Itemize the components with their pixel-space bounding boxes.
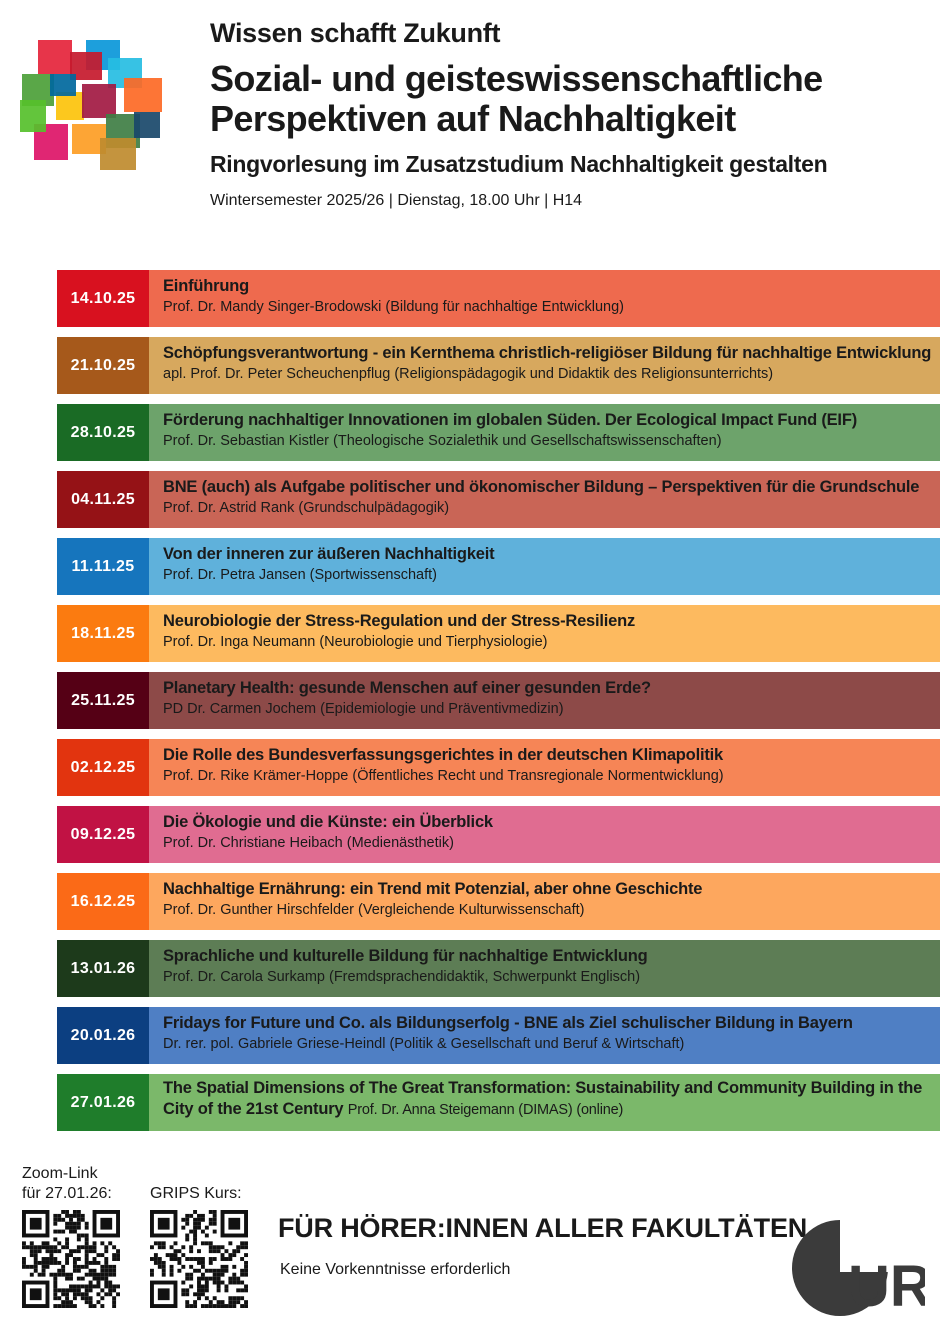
lecture-content — [149, 806, 940, 863]
zoom-qr-code[interactable] — [22, 1210, 120, 1308]
lecture-row — [57, 605, 940, 662]
lecture-content — [149, 605, 940, 662]
lecture-date: 09.12.25 — [57, 806, 149, 863]
lecture-row — [57, 538, 940, 595]
lecture-speaker: Prof. Dr. Christiane Heibach (Medienästhetik) — [163, 835, 454, 851]
lecture-title: Planetary Health: gesunde Menschen auf einer gesunden Erde? — [163, 679, 651, 697]
lecture-content — [149, 337, 940, 394]
lecture-date: 04.11.25 — [57, 471, 149, 528]
lecture-row — [57, 873, 940, 930]
lecture-title: Neurobiologie der Stress-Regulation und der Stress-Resilienz — [163, 612, 636, 630]
lecture-content — [149, 739, 940, 796]
lecture-row — [57, 404, 940, 461]
lecture-date: 11.11.25 — [57, 538, 149, 595]
zoom-link-label — [22, 1164, 112, 1204]
lecture-date: 25.11.25 — [57, 672, 149, 729]
lecture-speaker: Prof. Dr. Gunther Hirschfelder (Vergleichende Kulturwissenschaft) — [163, 902, 585, 918]
lecture-title: Förderung nachhaltiger Innovationen im globalen Süden. Der Ecological Impact Fund (EIF) — [163, 411, 857, 429]
logo-square — [124, 78, 162, 112]
lecture-content — [149, 538, 940, 595]
logo-square — [38, 40, 72, 74]
lecture-row — [57, 672, 940, 729]
lecture-speaker: apl. Prof. Dr. Peter Scheuchenpflug (Religionspädagogik und Didaktik des Religionsunterrichts) — [163, 366, 774, 382]
lecture-row-last — [57, 1074, 940, 1131]
lecture-title: Schöpfungsverantwortung - ein Kernthema christlich-religiöser Bildung für nachhaltige Entwicklung — [163, 344, 932, 362]
lecture-date: 20.01.26 — [57, 1007, 149, 1064]
sdg-mosaic-logo — [20, 40, 170, 170]
lecture-speaker: PD Dr. Carmen Jochem (Epidemiologie und Präventivmedizin) — [163, 701, 564, 717]
header-kicker: Wissen schafft Zukunft — [210, 18, 501, 48]
lecture-speaker: Dr. rer. pol. Gabriele Griese-Heindl (Politik & Gesellschaft und Beruf & Wirtschaft) — [163, 1036, 685, 1052]
lecture-date: 14.10.25 — [57, 270, 149, 327]
lecture-content — [149, 940, 940, 997]
page-title-line1: Sozial- und geisteswissenschaftliche — [210, 58, 823, 99]
logo-square — [82, 84, 116, 118]
lecture-title: BNE (auch) als Aufgabe politischer und ökonomischer Bildung – Perspektiven für die Grundschule — [163, 478, 920, 496]
lecture-speaker: Prof. Dr. Inga Neumann (Neurobiologie und Tierphysiologie) — [163, 634, 548, 650]
logo-square — [50, 74, 76, 96]
lecture-speaker: Prof. Dr. Astrid Rank (Grundschulpädagogik) — [163, 500, 450, 516]
lecture-title: Die Ökologie und die Künste: ein Überblick — [163, 813, 493, 831]
lecture-speaker: Prof. Dr. Carola Surkamp (Fremdsprachendidaktik, Schwerpunkt Englisch) — [163, 969, 641, 985]
lecture-title: Nachhaltige Ernährung: ein Trend mit Potenzial, aber ohne Geschichte — [163, 880, 703, 898]
lecture-content — [149, 471, 940, 528]
lecture-row — [57, 940, 940, 997]
lecture-content — [149, 873, 940, 930]
grips-qr-code[interactable] — [150, 1210, 248, 1308]
lecture-row — [57, 270, 940, 327]
audience-headline: FÜR HÖRER:INNEN ALLER FAKULTÄTEN — [278, 1213, 808, 1243]
lecture-speaker: Prof. Dr. Anna Steigemann (DIMAS) (online) — [347, 1102, 624, 1118]
lecture-date: 27.01.26 — [57, 1074, 149, 1131]
event-meta: Wintersemester 2025/26 | Dienstag, 18.00 Uhr | H14 — [210, 192, 583, 209]
lecture-speaker: Prof. Dr. Sebastian Kistler (Theologische Sozialethik und Gesellschaftswissenschaften) — [163, 433, 722, 449]
lecture-speaker: Prof. Dr. Rike Krämer-Hoppe (Öffentliches Recht und Transregionale Normentwicklung) — [163, 768, 724, 784]
lecture-row — [57, 1007, 940, 1064]
lecture-date: 02.12.25 — [57, 739, 149, 796]
lecture-title: Fridays for Future und Co. als Bildungserfolg - BNE als Ziel schulischer Bildung in Bayern — [163, 1014, 853, 1032]
lecture-speaker: Prof. Dr. Petra Jansen (Sportwissenschaft) — [163, 567, 437, 583]
header — [210, 18, 935, 210]
zoom-link-label-line1: Zoom-Link — [22, 1165, 98, 1182]
lecture-title-text: The Spatial Dimensions of The Great Transformation: Sustainability and Community Building in the City of the 21st Century — [163, 1079, 923, 1118]
lecture-content — [149, 672, 940, 729]
ur-university-logo — [790, 1218, 925, 1318]
lecture-title: Von der inneren zur äußeren Nachhaltigkeit — [163, 545, 495, 563]
lecture-title: Sprachliche und kulturelle Bildung für nachhaltige Entwicklung — [163, 947, 648, 965]
zoom-link-label-line2: für 27.01.26: — [22, 1185, 112, 1202]
lecture-title: Die Rolle des Bundesverfassungsgerichtes in der deutschen Klimapolitik — [163, 746, 723, 764]
logo-square — [100, 138, 136, 170]
logo-square — [134, 112, 160, 138]
lecture-content — [149, 404, 940, 461]
page-title — [210, 59, 935, 139]
page-subtitle: Ringvorlesung im Zusatzstudium Nachhaltigkeit gestalten — [210, 151, 828, 177]
lecture-content — [149, 1007, 940, 1064]
lecture-content — [149, 1074, 940, 1131]
lecture-speaker: Prof. Dr. Mandy Singer-Brodowski (Bildung für nachhaltige Entwicklung) — [163, 299, 624, 315]
lecture-date: 18.11.25 — [57, 605, 149, 662]
lecture-title — [163, 1078, 932, 1121]
logo-square — [20, 100, 46, 132]
lecture-row — [57, 337, 940, 394]
lecture-date: 28.10.25 — [57, 404, 149, 461]
lecture-date: 21.10.25 — [57, 337, 149, 394]
logo-square — [56, 92, 84, 120]
lecture-row — [57, 806, 940, 863]
page-title-line2: Perspektiven auf Nachhaltigkeit — [210, 98, 736, 139]
lecture-date: 16.12.25 — [57, 873, 149, 930]
lecture-row — [57, 471, 940, 528]
grips-label: GRIPS Kurs: — [150, 1185, 242, 1202]
lecture-row — [57, 739, 940, 796]
lecture-date: 13.01.26 — [57, 940, 149, 997]
ur-logo-text: UR — [848, 1254, 925, 1318]
audience-note: Keine Vorkenntnisse erforderlich — [280, 1261, 511, 1278]
lecture-schedule — [57, 270, 940, 1141]
lecture-title: Einführung — [163, 277, 249, 295]
lecture-content — [149, 270, 940, 327]
